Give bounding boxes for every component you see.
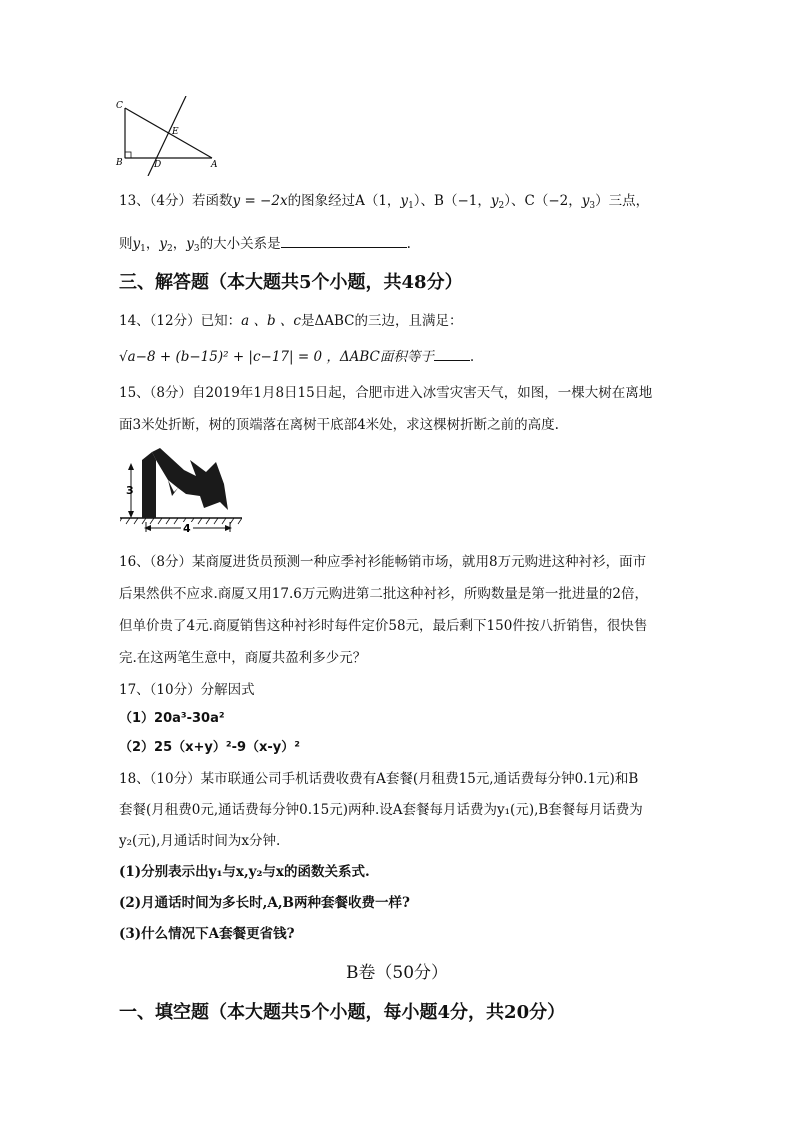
q17-item1: （1）20a³-30a²	[119, 711, 225, 726]
q13-line2: 则$y_1$，$y_2$，$y_3$的大小关系是 .	[119, 233, 411, 259]
section-3-title: 三、解答题（本大题共5个小题，共48分）	[119, 272, 463, 293]
q18-line2: 套餐(月租费0元,通话费每分钟0.15元)两种.设A套餐每月话费为y₁(元),B套餐每月话费为	[119, 802, 643, 818]
q16-line1: 16、（8分）某商厦进货员预测一种应季衬衫能畅销市场，就用8万元购进这种衬衫，面市	[119, 554, 647, 570]
q18-sub3: (3)什么情况下A套餐更省钱?	[119, 926, 295, 942]
triangle-figure	[112, 96, 224, 176]
q17-item2: （2）25（x+y）²-9（x-y）²	[119, 740, 300, 755]
answer-blank[interactable]	[434, 346, 470, 361]
tree-base-label: 4	[183, 522, 191, 532]
q13-function: y = −2x	[232, 193, 288, 209]
tree-height-label: 3	[126, 484, 134, 497]
section-b1-title: 一、填空题（本大题共5个小题，每小题4分，共20分）	[119, 1002, 566, 1023]
q15-line1: 15、（8分）自2019年1月8日15日起，合肥市进入冰雪灾害天气，如图，一棵大树在离地	[119, 385, 653, 401]
q16-line2: 后果然供不应求.商厦又用17.6万元购进第二批这种衬衫，所购数量是第一批进量的2倍，	[119, 586, 648, 602]
q16-line4: 完.在这两笔生意中，商厦共盈利多少元？	[119, 650, 367, 666]
q18-line1: 18、（10分）某市联通公司手机话费收费有A套餐(月租费15元,通话费每分钟0.1元)和B	[119, 771, 639, 787]
q15-line2: 面3米处折断，树的顶端落在离树干底部4米处，求这棵树折断之前的高度.	[119, 417, 559, 433]
q14-formula: √a−8 + (b−15)² + |c−17| = 0 ，ΔABC面积等于	[119, 349, 434, 365]
label-d: D	[154, 160, 162, 170]
q13-line1: 13、（4分）若函数y = −2x的图象经过A（1，$y_1$）、B（−1，$y_2$）、C（−2，$y_3$）三点，	[119, 193, 650, 211]
q18-sub2: (2)月通话时间为多长时,A,B两种套餐收费一样?	[119, 895, 410, 911]
label-e: E	[172, 127, 179, 137]
q14-line2: √a−8 + (b−15)² + |c−17| = 0 ，ΔABC面积等于 .	[119, 346, 474, 367]
label-b: B	[116, 158, 123, 168]
answer-blank[interactable]	[281, 233, 407, 248]
label-a: A	[211, 160, 218, 170]
q17-title: 17、（10分）分解因式	[119, 682, 255, 698]
broken-tree-figure	[120, 446, 242, 532]
label-c: C	[116, 101, 123, 111]
q18-line3: y₂(元),月通话时间为x分钟.	[119, 833, 281, 849]
part-b-title: B卷（50分）	[345, 963, 449, 983]
q18-sub1: (1)分别表示出y₁与x,y₂与x的函数关系式.	[119, 864, 370, 880]
q14-line1: 14、（12分）已知：a 、b 、c是ΔABC的三边，且满足：	[119, 313, 463, 329]
q16-line3: 但单价贵了4元.商厦销售这种衬衫时每件定价58元，最后剩下150件按八折销售，很快售	[119, 618, 648, 634]
